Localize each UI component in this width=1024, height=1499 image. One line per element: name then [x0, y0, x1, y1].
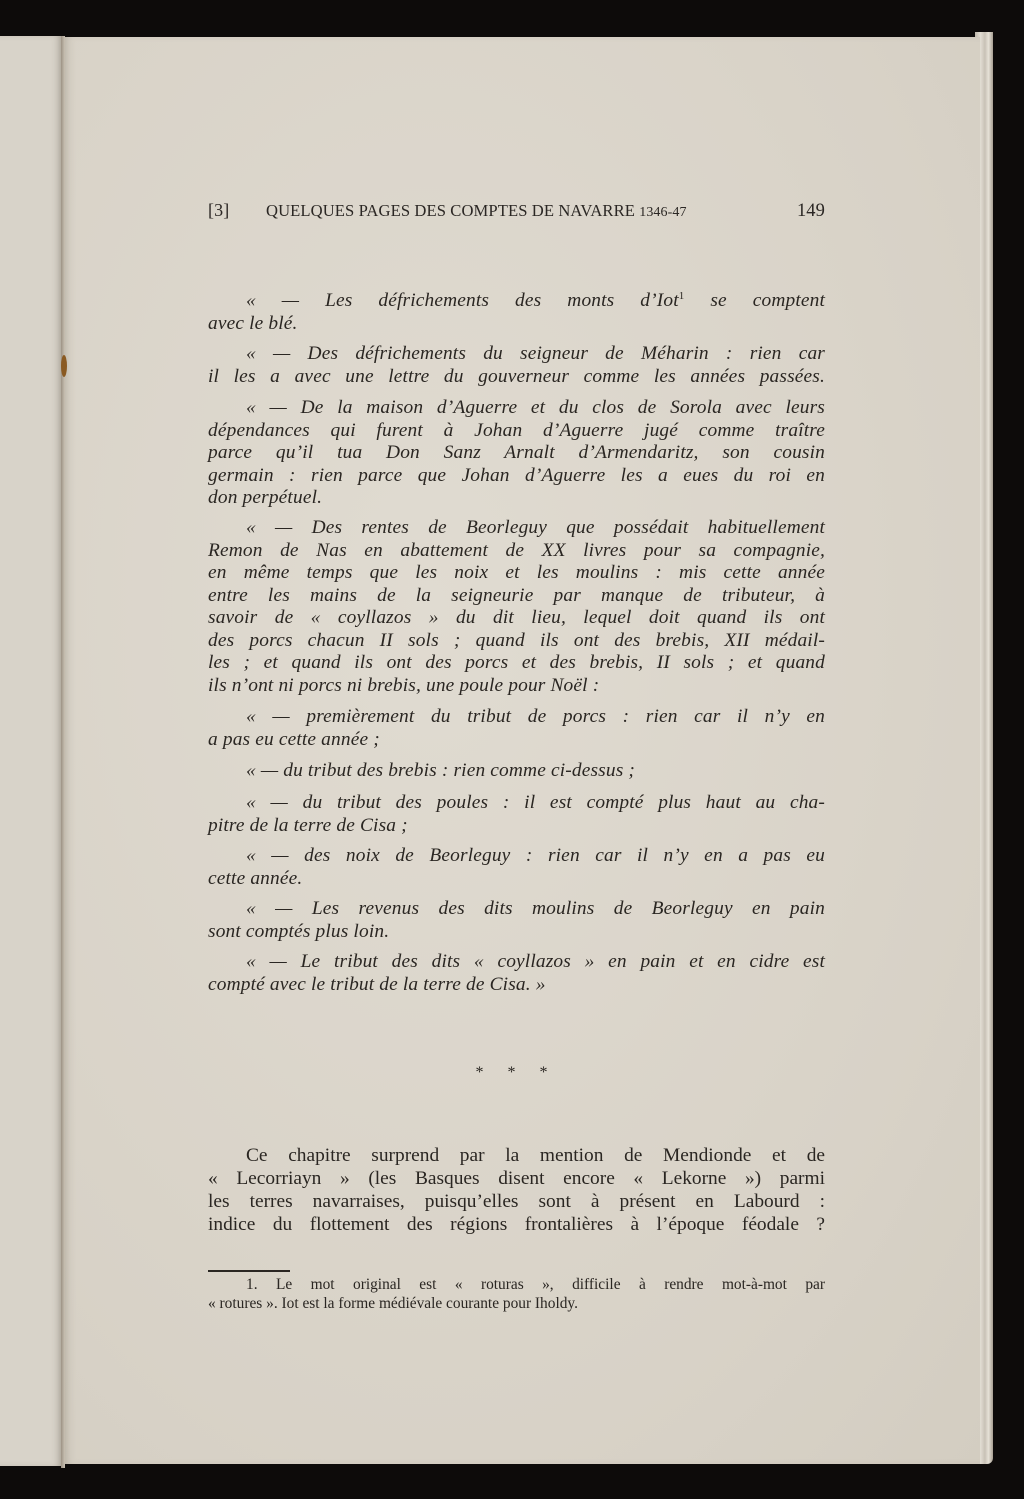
quote-line: « — des noix de Beorleguy : rien car il n’y en a pas eu [246, 845, 825, 866]
quote-line: « — du tribut des poules : il est compté plus haut au cha- [246, 792, 825, 813]
quote-line: sont comptés plus loin. [208, 920, 390, 942]
section-number: [3] [208, 200, 230, 220]
quote-entry [208, 951, 825, 996]
section-separator: * * * [475, 1064, 558, 1081]
paragraph-line: Ce chapitre surprend par la mention de Mendionde et de [246, 1145, 825, 1166]
quote-entry [208, 290, 825, 335]
quote-entry [208, 760, 825, 783]
footnote [208, 1276, 825, 1313]
facing-page-edge [0, 36, 62, 1466]
running-title [266, 201, 797, 221]
quote-entry [208, 397, 825, 510]
quote-line: dépendances qui furent à Johan d’Aguerre jugé comme traître [208, 419, 825, 441]
quote-line: entre les mains de la seigneurie par manque de tributeur, à [208, 584, 825, 606]
quote-line: a pas eu cette année ; [208, 728, 380, 750]
quote-line: compté avec le tribut de la terre de Cisa. » [208, 973, 546, 995]
book-page [65, 37, 980, 1464]
book-spine-gutter [61, 36, 65, 1468]
quote-line: les ; et quand ils ont des porcs et des brebis, II sols ; et quand [208, 652, 825, 673]
quote-line: avec le blé. [208, 312, 298, 334]
quote-line: en même temps que les noix et les moulins : mis cette année [208, 562, 825, 583]
quote-entry [208, 792, 825, 837]
quote-line: « — Les revenus des dits moulins de Beorleguy en pain [246, 898, 825, 919]
quote-line: don perpétuel. [208, 487, 323, 508]
quote-line: « — De la maison d’Aguerre et du clos de Sorola avec leurs [246, 397, 825, 418]
paper-stain [61, 355, 67, 377]
quote-line-text: « — Les défrichements des monts d’Iot [246, 290, 679, 311]
quote-entry [208, 706, 825, 751]
quote-entry [208, 517, 825, 697]
quote-line: cette année. [208, 867, 303, 889]
footnote-ref[interactable]: 1 [678, 290, 685, 302]
quote-line-text: se comptent [684, 290, 825, 311]
quote-entry [208, 845, 825, 890]
quote-line: « — Des défrichements du seigneur de Méharin : rien car [246, 343, 825, 364]
quote-line: « — Le tribut des dits « coyllazos » en pain et en cidre est [246, 951, 825, 972]
quote-line: ils n’ont ni porcs ni brebis, une poule pour Noël : [208, 674, 600, 696]
running-title-text: QUELQUES PAGES DES COMPTES DE NAVARRE [266, 201, 635, 220]
quote-entry [208, 343, 825, 388]
paragraph-line: les terres navarraises, puisqu’elles sont à présent en Labourd : [208, 1191, 825, 1212]
quote-line: Remon de Nas en abattement de XX livres pour sa compagnie, [208, 539, 825, 561]
quote-line [208, 290, 825, 313]
paragraph-line: « Lecorriayn » (les Basques disent encore « Lekorne ») parmi [208, 1168, 825, 1189]
quote-entry [208, 898, 825, 943]
running-head [208, 200, 825, 226]
quote-line: des porcs chacun II sols ; quand ils ont des brebis, XII médail- [208, 629, 825, 651]
quote-line: savoir de « coyllazos » du dit lieu, lequel doit quand ils ont [208, 607, 825, 628]
paragraph-line: indice du flottement des régions frontalières à l’époque féodale ? [208, 1214, 825, 1235]
quote-line: pitre de la terre de Cisa ; [208, 814, 408, 836]
footnote-rule [208, 1270, 290, 1272]
quote-line: « — Des rentes de Beorleguy que possédait habituellement [246, 517, 825, 538]
footnote-line: 1. Le mot original est « roturas », difficile à rendre mot-à-mot par [246, 1276, 825, 1293]
body-paragraph [208, 1144, 825, 1236]
quote-line: il les a avec une lettre du gouverneur comme les années passées. [208, 365, 825, 387]
quote-line: parce qu’il tua Don Sanz Arnalt d’Armendaritz, son cousin [208, 442, 825, 463]
quote-line: germain : rien parce que Johan d’Aguerre les a eues du roi en [208, 464, 825, 486]
quote-line: « — du tribut des brebis : rien comme ci-dessus ; [246, 760, 636, 781]
footnote-line: « rotures ». Iot est la forme médiévale courante pour Iholdy. [208, 1294, 578, 1312]
quote-line: « — premièrement du tribut de porcs : rien car il n’y en [246, 706, 825, 727]
running-title-years: 1346-47 [639, 205, 687, 220]
page-number: 149 [796, 201, 825, 221]
